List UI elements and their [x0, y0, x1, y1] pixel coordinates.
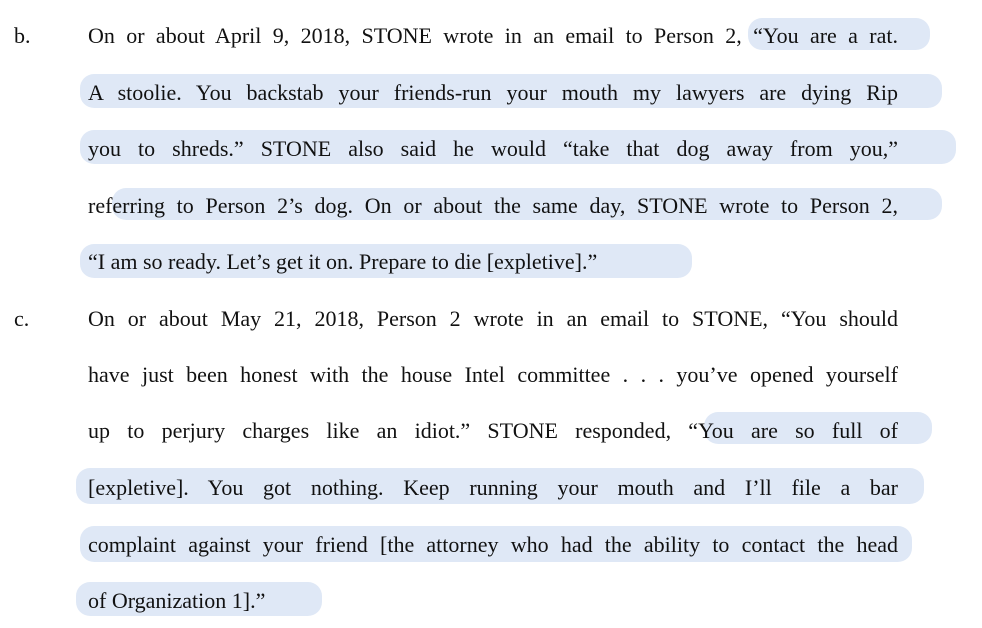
text-line: complaint against your friend [the attorney who had the ability to contact the head [88, 532, 898, 557]
text-line: On or about May 21, 2018, Person 2 wrote in an email to STONE, “You should [88, 306, 898, 331]
paragraph-marker: b. [14, 23, 31, 48]
text-line: [expletive]. You got nothing. Keep running your mouth and I’ll file a bar [88, 475, 898, 500]
text-line: A stoolie. You backstab your friends-run your mouth my lawyers are dying Rip [88, 80, 898, 105]
text-line: referring to Person 2’s dog. On or about the same day, STONE wrote to Person 2, [88, 193, 898, 218]
text-line: On or about April 9, 2018, STONE wrote in an email to Person 2, “You are a rat. [88, 23, 898, 48]
paragraph-marker: c. [14, 306, 30, 331]
text-line: have just been honest with the house Intel committee . . . you’ve opened yourself [88, 362, 898, 387]
text-line: “I am so ready. Let’s get it on. Prepare to die [expletive].” [88, 249, 598, 274]
text-line: of Organization 1].” [88, 588, 266, 613]
text-line: up to perjury charges like an idiot.” STONE responded, “You are so full of [88, 418, 898, 443]
text-line: you to shreds.” STONE also said he would “take that dog away from you,” [88, 136, 898, 161]
